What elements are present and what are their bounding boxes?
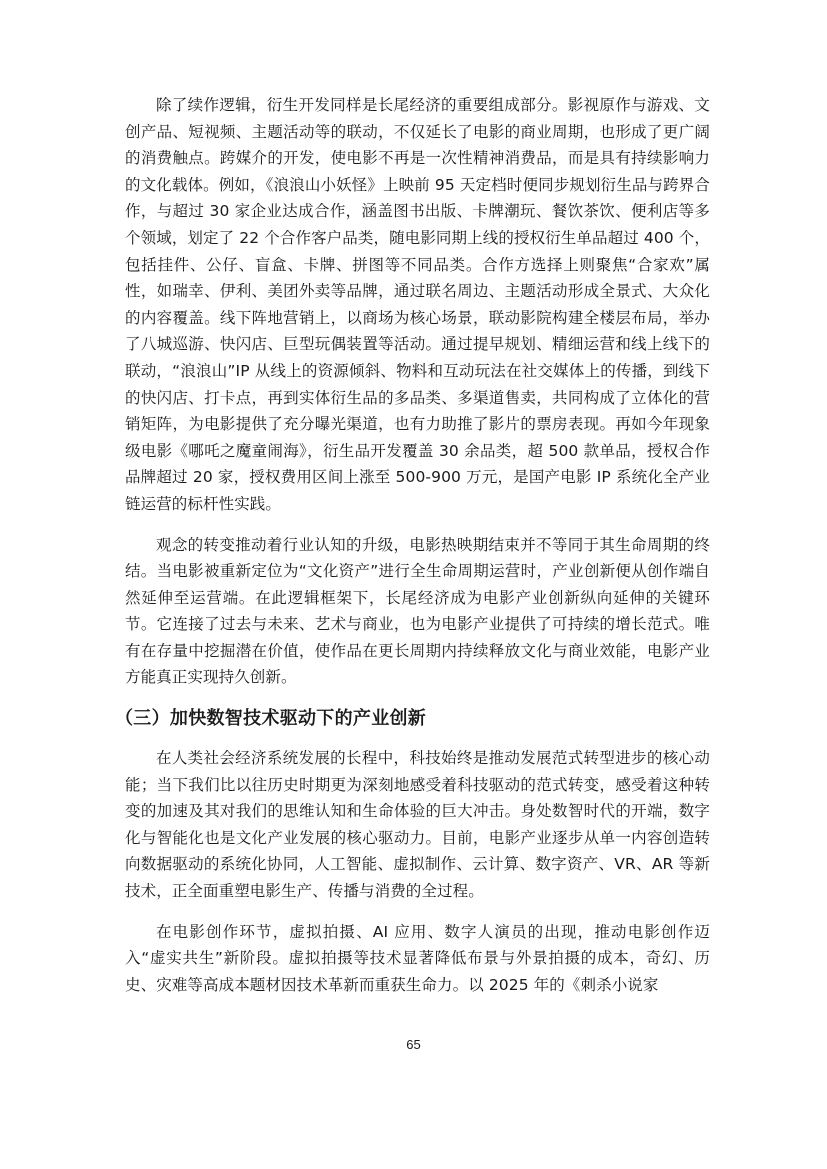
paragraph-technology-drive: 在人类社会经济系统发展的长程中，科技始终是推动发展范式转型进步的核心动能；当下我们比以往历史时期更为深刻地感受着科技驱动的范式转变，感受着这种转变的加速及其对我们的思维认知和生命体验的巨大冲击。身处数智时代的开端，数字化与智能化也是文化产业发展的核心驱动力。目前，电影产业逐步从单一内容创造转向数据驱动的系统化协同，人工智能、虚拟制作、云计算、数字资产、VR、AR 等新技术，正全面重塑电影生产、传播与消费的全过程。 xyxy=(125,749,710,901)
page-number: 65 xyxy=(406,1037,421,1052)
paragraph-derivative-development: 除了续作逻辑，衍生开发同样是长尾经济的重要组成部分。影视原作与游戏、文创产品、短视频、主题活动等的联动，不仅延长了电影的商业周期，也形成了更广阔的消费触点。跨媒介的开发，使电影不再是一次性精神消费品，而是具有持续影响力的文化载体。例如，《浪浪山小妖怪》上映前 95 天定档时便同步规划衍生品与跨界合作，与超过 30 家企业达成合作，涵盖图书出版、卡牌潮玩、餐饮茶饮、便利店等多个领域，划定了 22 个合作客户品类，随电影同期上线的授权衍生单品超过 400 个，包括挂件、公仔、盲盒、卡牌、拼图等不同品类。合作方选择上则聚焦“合家欢”属性，如瑞幸、伊利、美团外卖等品牌，通过联名周边、主题活动形成全景式、大众化的内容覆盖。线下阵地营销上，以商场为核心场景，联动影院构建全楼层布局，举办了八城巡游、快闪店、巨型玩偶装置等活动。通过提早规划、精细运营和线上线下的联动，“浪浪山”IP 从线上的资源倾斜、物料和互动玩法在社交媒体上的传播，到线下的快闪店、打卡点，再到实体衍生品的多品类、多渠道售卖，共同构成了立体化的营销矩阵，为电影提供了充分曝光渠道，也有力助推了影片的票房表现。再如今年现象级电影《哪吒之魔童闹海》，衍生品开发覆盖 30 余品类，超 500 款单品，授权合作品牌超过 20 家，授权费用区间上涨至 500-900 万元，是国产电影 IP 系统化全产业链运营的标杆性实践。 xyxy=(125,96,710,513)
section-heading: （三）加快数智技术驱动下的产业创新 xyxy=(115,708,427,730)
paragraph-film-creation: 在电影创作环节，虚拟拍摄、AI 应用、数字人演员的出现，推动电影创作迈入“虚实共生”新阶段。虚拟拍摄等技术显著降低布景与外景拍摄的成本，奇幻、历史、灾难等高成本题材因技术革新而重获生命力。以 2025 年的《刺杀小说家 xyxy=(125,922,710,994)
page-body xyxy=(115,92,710,1012)
paragraph-concept-shift: 观念的转变推动着行业认知的升级，电影热映期结束并不等同于其生命周期的终结。当电影被重新定位为“文化资产”进行全生命周期运营时，产业创新便从创作端自然延伸至运营端。在此逻辑框架下，长尾经济成为电影产业创新纵向延伸的关键环节。它连接了过去与未来、艺术与商业，也为电影产业提供了可持续的增长范式。唯有在存量中挖掘潜在价值，使作品在更长周期内持续释放文化与商业效能，电影产业方能真正实现持久创新。 xyxy=(125,535,710,687)
